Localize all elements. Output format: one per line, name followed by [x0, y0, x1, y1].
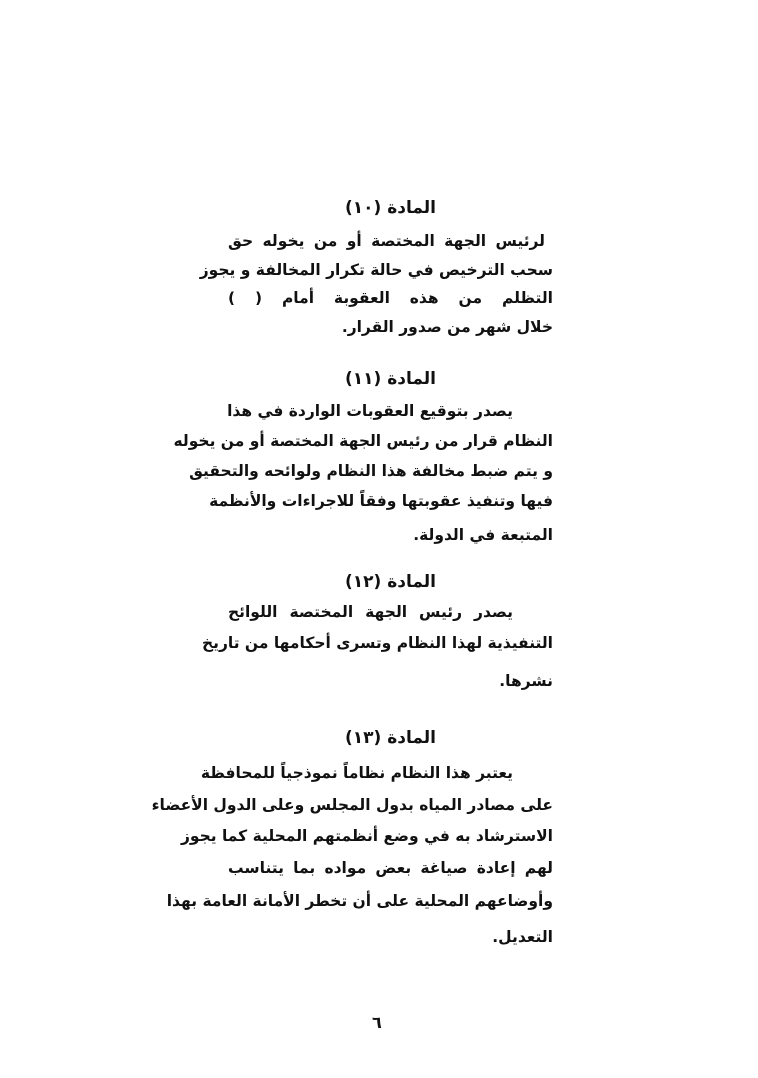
article-line: يصدر رئيس الجهة المختصة اللوائح [228, 603, 513, 621]
article-line: يعتبر هذا النظام نظاماً نموذجياً للمحافظة [200, 764, 513, 782]
article-line: المتبعة في الدولة. [413, 526, 553, 544]
article-heading: المادة (١١) [345, 369, 436, 389]
article-line: سحب الترخيص في حالة تكرار المخالفة و يجوز [199, 261, 553, 279]
article-line: على مصادر المياه بدول المجلس وعلى الدول الأعضاء [151, 796, 553, 814]
article-line: لرئيس الجهة المختصة أو من يخوله حق [228, 232, 545, 250]
article-line: التظلم من هذه العقوبة أمام ( ) [228, 289, 553, 307]
article-line: وأوضاعهم المحلية على أن تخطر الأمانة العامة بهذا [166, 892, 553, 910]
article-heading: المادة (١٣) [345, 728, 436, 748]
article-line: الاسترشاد به في وضع أنظمتهم المحلية كما يجوز [180, 827, 553, 845]
page-number: ٦ [372, 1013, 382, 1032]
article-line: لهم إعادة صياغة بعض مواده بما يتناسب [228, 859, 553, 877]
article-line: خلال شهر من صدور القرار. [341, 318, 553, 336]
article-line: فيها وتنفيذ عقوبتها وفقاً للاجراءات والأنظمة [209, 492, 553, 510]
article-heading: المادة (١٢) [345, 572, 436, 592]
article-line: نشرها. [499, 672, 553, 690]
article-line: النظام قرار من رئيس الجهة المختصة أو من يخوله [173, 432, 553, 450]
article-line: التنفيذية لهذا النظام وتسرى أحكامها من تاريخ [201, 634, 553, 652]
article-line: و يتم ضبط مخالفة هذا النظام ولوائحه والتحقيق [189, 462, 553, 480]
article-line: يصدر بتوقيع العقوبات الواردة في هذا [227, 402, 513, 420]
article-heading: المادة (١٠) [345, 198, 436, 218]
article-line: التعديل. [492, 928, 553, 946]
